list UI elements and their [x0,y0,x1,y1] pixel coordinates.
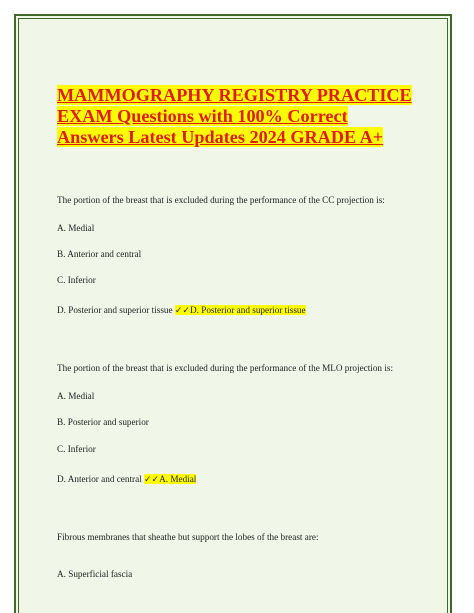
answer-check-icon: ✓✓ [174,306,190,316]
title-line-1: MAMMOGRAPHY REGISTRY PRACTICE [57,85,412,105]
document-content [57,85,427,148]
question-2-option-a: A. Medial [57,391,95,401]
question-1-answer-text: D. Posterior and superior tissue [189,305,306,315]
question-1-option-d [57,304,306,317]
title-line-2: EXAM Questions with 100% Correct [57,106,348,126]
title-line-3: Answers Latest Updates 2024 GRADE A+ [57,127,384,147]
document-title [57,85,427,148]
question-2-answer-text: A. Medial [159,474,197,484]
question-2-option-d-text: D. Anterior and central [57,474,142,484]
question-2-answer [144,474,196,484]
question-1-answer [175,305,306,315]
question-1-option-b: B. Anterior and central [57,249,142,259]
question-1-option-a: A. Medial [57,223,95,233]
question-2-prompt: The portion of the breast that is excluded during the performance of the MLO projection is: [57,363,394,373]
question-3-prompt: Fibrous membranes that sheathe but support the lobes of the breast are: [57,532,319,542]
question-2-option-d [57,473,196,486]
answer-check-icon: ✓✓ [144,475,160,485]
question-2-option-c: C. Inferior [57,444,96,454]
question-1-option-d-text: D. Posterior and superior tissue [57,305,173,315]
question-2-option-b: B. Posterior and superior [57,417,149,427]
question-1-prompt: The portion of the breast that is excluded during the performance of the CC projection is: [57,195,385,205]
question-3-option-a: A. Superficial fascia [57,569,133,579]
question-1-option-c: C. Inferior [57,275,96,285]
